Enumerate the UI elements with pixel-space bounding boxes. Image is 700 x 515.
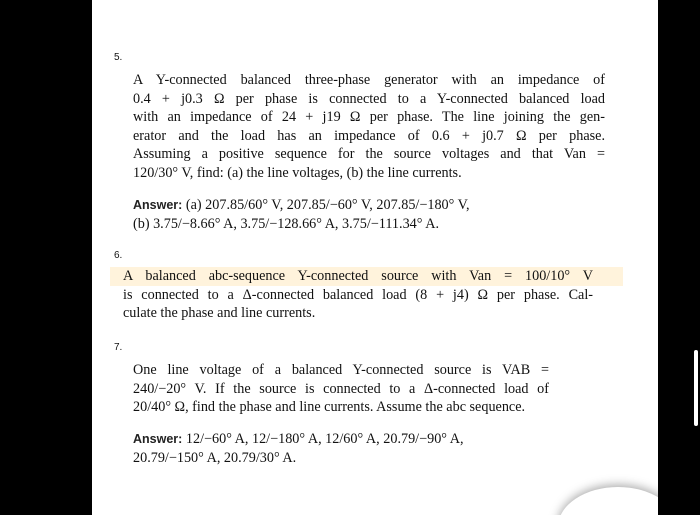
problem-line: is connected to a Δ-connected balanced load (8 + j4) Ω per phase. Cal- (123, 286, 593, 303)
answer-line: (a) 207.85/60° V, 207.85/−60° V, 207.85/−180° V, (185, 197, 470, 213)
problem-line: A balanced abc-sequence Y-connected source with Van = 100/10° V (123, 268, 593, 284)
problem-5-answer (133, 196, 605, 233)
scrollbar-thumb[interactable] (694, 350, 698, 426)
answer-label: Answer: (133, 198, 183, 212)
problem-line: 20/40° Ω, find the phase and line currents. Assume the abc sequence. (133, 399, 526, 415)
answer-label: Answer: (133, 432, 183, 446)
problem-line: 120/30° V, find: (a) the line voltages, (b) the line currents. (133, 164, 462, 181)
left-black-margin (0, 0, 92, 515)
problem-line: A Y-connected balanced three-phase generator with an impedance of (133, 72, 605, 88)
answer-line: (b) 3.75/−8.66° A, 3.75/−128.66° A, 3.75/−111.34° A. (133, 215, 439, 232)
problem-6-number: 6. (114, 250, 123, 261)
problem-line: with an impedance of 24 + j19 Ω per phase. The line joining the gen- (133, 109, 605, 125)
answer-line: 12/−60° A, 12/−180° A, 12/60° A, 20.79/−90° A, (185, 431, 464, 447)
problem-7-text (133, 361, 549, 417)
problem-5-text (133, 71, 605, 182)
problem-line: Assuming a positive sequence for the source voltages and that Van = (133, 146, 605, 162)
problem-line: 240/−20° V. If the source is connected to a Δ-connected load of (133, 380, 549, 397)
problem-5-number: 5. (114, 52, 123, 63)
problem-line: culate the phase and line currents. (123, 305, 316, 321)
right-black-margin (658, 0, 700, 515)
document-page (92, 0, 658, 515)
problem-7-number: 7. (114, 342, 123, 353)
problem-7-answer (133, 430, 549, 467)
problem-line: erator and the load has an impedance of 0.6 + j0.7 Ω per phase. (133, 127, 605, 144)
answer-line: 20.79/−150° A, 20.79/30° A. (133, 449, 297, 466)
problem-line: 0.4 + j0.3 Ω per phase is connected to a Y-connected balanced load (133, 90, 605, 107)
problem-6-text (123, 267, 593, 323)
page-corner-overlay (558, 487, 658, 515)
problem-line: One line voltage of a balanced Y-connected source is VAB = (133, 362, 549, 378)
